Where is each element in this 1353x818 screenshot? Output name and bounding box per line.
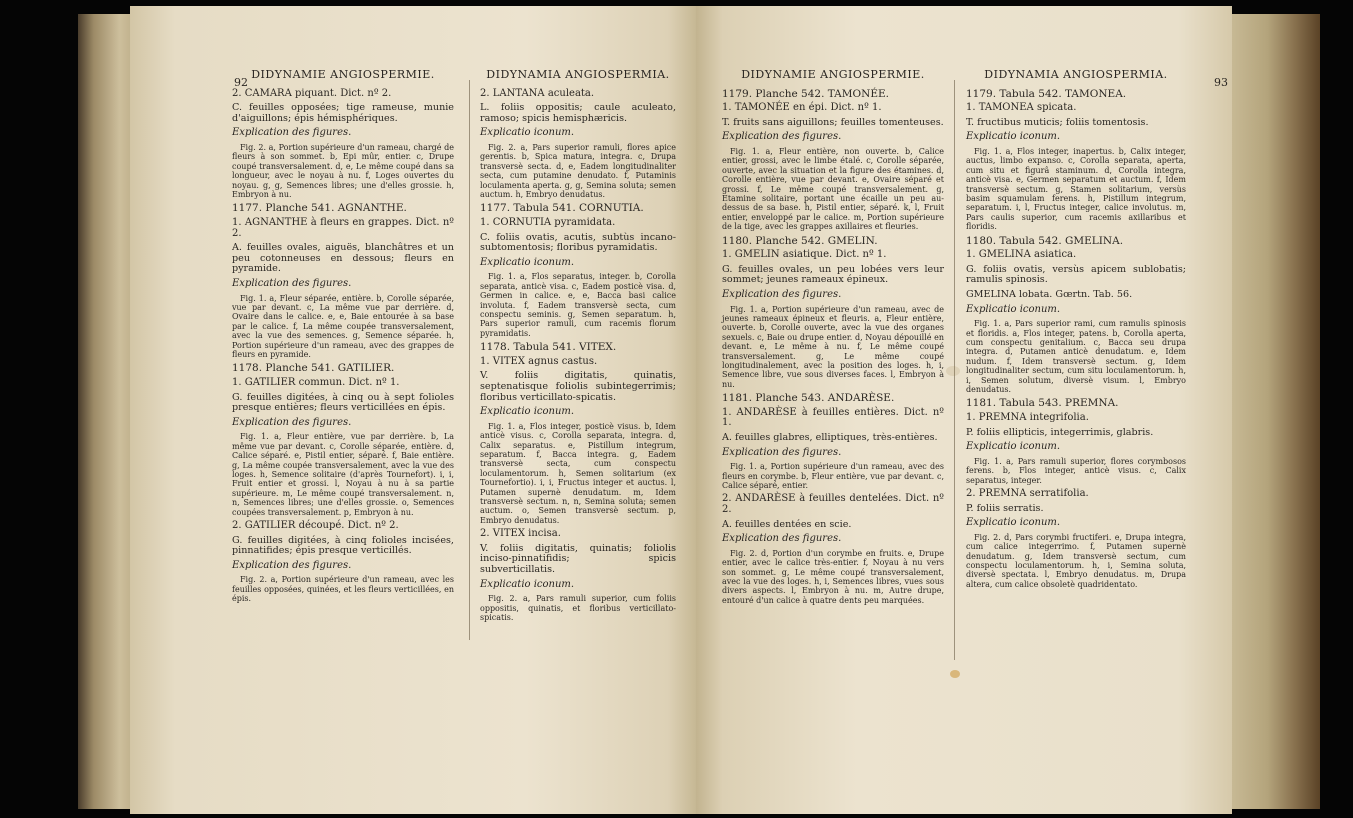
left-page-latin-column [480,70,676,626]
species-entry: 1. GATILIER commun. Dict. nº 1. [232,377,400,388]
species-description: P. foliis ellipticis, integerrimis, glabris. [966,426,1154,438]
species-description: GMELINA lobata. Gœrtn. Tab. 56. [966,289,1133,300]
species-entry: 1. ANDARÈSE à feuilles entières. Dict. nº 1. [722,406,944,429]
figures-subheading: Explication des figures. [232,277,352,289]
species-description: P. foliis serratis. [966,502,1044,514]
species-description: T. fructibus muticis; foliis tomentosis. [966,116,1149,128]
figures-subheading: Explicatio iconum. [966,441,1061,453]
species-description: L. foliis oppositis; caule aculeato, ramoso; spicis hemisphæricis. [480,102,676,124]
species-description: G. foliis ovatis, versùs apicem sublobatis; ramulis spinosis. [966,263,1186,286]
page-number-right: 93 [1214,76,1228,89]
species-description: C. feuilles opposées; tige rameuse, munie d'aiguillons; épis hémisphériques. [232,102,454,124]
species-entry: 1. AGNANTHE à fleurs en grappes. Dict. nº 2. [232,217,454,239]
figure-explanation: Fig. 2. a, Portion supérieure d'un rameau, chargé de fleurs à son sommet. b, Epi mûr, entier. c, Drupe coupé transversalement. d, e, Le même coupé dans sa longueur, avec le noyau à nu. f, Loges ouvertes du noyau. g, g, Semences libres; une d'elles grossie. h, Embryon à nu. [232,142,454,199]
plate-title: 1181. Tabula 543. PREMNA. [966,397,1119,410]
plate-title: 1177. Tabula 541. CORNUTIA. [480,202,644,215]
column-rule [469,80,470,640]
species-description: T. fruits sans aiguillons; feuilles tomenteuses. [722,116,944,128]
figure-explanation: Fig. 1. a, Flos integer, inapertus. b, Calix integer, auctus, limbo expanso. c, Corolla separata, aperta, cum situ et figurâ staminum. d, Corolla integra, anticè visa. e, Germen separatum et auctum. f, Idem transversè sectum. g, Stamen solitarium, versùs basim squamulam ferens. h, Pistillum integrum, separatum. i, l, Fructus integer, calice involutus. m, Pars caulis superior, cum racemis axillaribus et floridis. [966,146,1186,232]
open-book [12,6,1332,814]
plate-title: 1179. Planche 542. TAMONÉE. [722,87,889,100]
right-page [696,6,1232,814]
species-entry: 2. ANDARÈSE à feuilles dentelées. Dict. nº 2. [722,493,944,516]
species-entry: 1. TAMONEA spicata. [966,102,1077,114]
species-entry: 1. TAMONÉE en épi. Dict. nº 1. [722,102,882,114]
species-description: G. feuilles ovales, un peu lobées vers leur sommet; jeunes rameaux épineux. [722,263,944,286]
figures-subheading: Explicatio iconum. [480,406,575,418]
plate-title: 1180. Tabula 542. GMELINA. [966,234,1124,247]
page-edges-left [78,14,130,809]
species-description: A. feuilles dentées en scie. [722,518,852,530]
species-entry: 1. PREMNA integrifolia. [966,412,1089,424]
figure-explanation: Fig. 1. a, Fleur entière, non ouverte. b, Calice entier, grossi, avec le limbe étalé. c, Corolle séparée, ouverte, avec la situation et la figure des étamines. d, Corolle entière, vue par devant. e, Ovaire séparé et grossi. f, Le même coupé transversalement. g, Etamine solitaire, portant une écaille un peu au-dessus de sa base. h, Pistil entier, séparé. k, l, Fruit entier, enveloppé par le calice. m, Portion supérieure de la tige, avec les grappes axillaires et fleuries. [722,146,944,232]
species-entry: 2. PREMNA serratifolia. [966,488,1089,500]
column-header: DIDYNAMIA ANGIOSPERMIA. [486,68,670,81]
figure-explanation: Fig. 1. a, Fleur séparée, entière. b, Corolle séparée, vue par devant. c, La même vue par derrière. d, Ovaire dans le calice. e, e, Baie entourée à sa base par le calice. f, La même coupée transversalement, avec la vue des semences. g, Semence séparée. h, Portion supérieure d'un rameau, avec des grappes de fleurs en pyramide. [232,293,454,359]
left-page [130,6,696,814]
figure-explanation: Fig. 1. a, Portion supérieure d'un rameau, avec de jeunes rameaux épineux et fleuris. a, Fleur entière, ouverte. b, Corolle ouverte, avec la vue des organes sexuels. c, Baie ou drupe entier. d, Noyau dépouillé en devant. e, Le même à nu. f, Le même coupé transversalement. g, Le même coupé longitudinalement, avec la position des loges. h, i, Semence libre, vue sous diverses faces. l, Embryon à nu. [722,304,944,389]
species-entry: 2. LANTANA aculeata. [480,87,595,99]
plate-title: 1181. Planche 543. ANDARÈSE. [722,392,895,405]
figure-explanation: Fig. 1. a, Portion supérieure d'un rameau, avec des fleurs en corymbe. b, Fleur entière, vue par devant. c, Calice séparé, entier. [722,462,944,491]
figures-subheading: Explicatio iconum. [480,578,575,590]
plate-title: 1178. Tabula 541. VITEX. [480,341,617,354]
figure-explanation: Fig. 1. a, Flos integer, posticè visus. b, Idem anticè visus. c, Corolla separata, integra. d, Calix separatus. e, Pistillum integrum, separatum. f, Bacca integra. g, Eadem transversè secta, cum conspectu loculamentorum. h, Semen solitarium (ex Tournefortio). i, i, Fructus integer et auctus. l, Putamen supernè denudatum. m, Idem transversè sectum. n, n, Semina soluta; semen auctum. o, Semen transversè sectum. p, Embryo denudatus. [480,421,676,525]
figure-explanation: Fig. 1. a, Pars ramuli superior, flores corymbosos ferens. b, Flos integer, anticè visus. c, Calix separatus, integer. [966,456,1186,485]
figures-subheading: Explication des figures. [232,416,352,428]
right-page-latin-column [966,70,1186,593]
species-entry: 2. GATILIER découpé. Dict. nº 2. [232,520,399,532]
plate-title: 1178. Planche 541. GATILIER. [232,362,395,375]
paper-stain [946,366,960,376]
page-number-left: 92 [234,76,248,89]
figures-subheading: Explication des figures. [722,446,842,458]
species-description: A. feuilles ovales, aiguës, blanchâtres et un peu cotonneuses en dessous; fleurs en pyramide. [232,242,454,275]
species-entry: 1. GMELIN asiatique. Dict. nº 1. [722,249,887,261]
species-description: V. foliis digitatis, quinatis; foliolis inciso-pinnatifidis; spicis subverticillatis. [480,542,676,576]
figures-subheading: Explication des figures. [722,289,842,300]
figures-subheading: Explication des figures. [722,131,842,143]
species-entry: 1. CORNUTIA pyramidata. [480,217,616,228]
paper-stain [950,670,960,678]
species-entry: 2. VITEX incisa. [480,528,561,540]
left-page-french-column [232,70,454,608]
species-entry: 1. GMELINA asiatica. [966,249,1077,261]
figures-subheading: Explication des figures. [722,533,842,545]
figures-subheading: Explicatio iconum. [480,256,575,268]
plate-title: 1179. Tabula 542. TAMONEA. [966,87,1127,100]
figure-explanation: Fig. 2. a, Pars superior ramuli, flores apice gerentis. b, Spica matura, integra. c, Drupa transversè secta. d, e, Eadem longitudinaliter secta, cum putamine denudato. f, Putaminis loculamenta aperta. g, g, Semina soluta; semen auctum. h, Embryo denudatus. [480,142,676,199]
plate-title: 1177. Planche 541. AGNANTHE. [232,202,407,215]
species-description: V. foliis digitatis, quinatis, septenatisque foliolis subintegerrimis; floribus verticillato-spicatis. [480,370,676,403]
species-description: G. feuilles digitées, à cinq ou à sept folioles presque entières; fleurs verticillées en épis. [232,391,454,414]
figure-explanation: Fig. 2. a, Pars ramuli superior, cum foliis oppositis, quinatis, et floribus verticillato-spicatis. [480,594,676,623]
column-header: DIDYNAMIA ANGIOSPERMIA. [984,68,1168,81]
species-description: G. feuilles digitées, à cinq folioles incisées, pinnatifides; épis presque verticillés. [232,534,454,557]
plate-title: 1180. Planche 542. GMELIN. [722,234,878,247]
figures-subheading: Explicatio iconum. [966,517,1061,529]
figure-explanation: Fig. 2. a, Portion supérieure d'un rameau, avec les feuilles opposées, quinées, et les fleurs verticillées, en épis. [232,575,454,604]
figures-subheading: Explicatio iconum. [480,127,575,139]
figures-subheading: Explication des figures. [232,127,352,139]
figures-subheading: Explicatio iconum. [966,303,1061,315]
figure-explanation: Fig. 1. a, Flos separatus, integer. b, Corolla separata, anticè visa. c, Eadem posticè visa. d, Germen in calice. e, e, Bacca basi calice involuta. f, Eadem transversè secta, cum conspectu seminis. g, Semen separatum. h, Pars superior ramuli, cum racemis florum pyramidatis. [480,272,676,338]
species-entry: 2. CAMARA piquant. Dict. nº 2. [232,87,392,99]
species-description: A. feuilles glabres, elliptiques, très-entières. [722,432,938,444]
column-header: DIDYNAMIE ANGIOSPERMIE. [251,68,435,81]
page-edges-right [1232,14,1320,809]
figure-explanation: Fig. 1. a, Fleur entière, vue par derrière. b, La même vue par devant. c, Corolle séparée, entière. d, Calice séparé. e, Pistil entier, séparé. f, Baie entière. g, La même coupée transversalement, avec la vue des loges. h, Semence solitaire (d'après Tournefort). i, i, Fruit entier et grossi. l, Noyau à nu à sa partie supérieure. m, Le même coupé transversalement. n, n, Semences libres; une d'elles grossie. o, Semences coupées transversalement. p, Embryon à nu. [232,432,454,517]
figures-subheading: Explication des figures. [232,559,352,571]
right-page-french-column [722,70,944,609]
species-description: C. foliis ovatis, acutis, subtùs incano-subtomentosis; floribus pyramidatis. [480,231,676,254]
figures-subheading: Explicatio iconum. [966,131,1061,143]
column-header: DIDYNAMIE ANGIOSPERMIE. [741,68,925,81]
figure-explanation: Fig. 1. a, Pars superior rami, cum ramulis spinosis et floridis. a, Flos integer, patens. b, Corolla aperta, cum conspectu genitalium. c, Bacca seu drupa integra. d, Putamen anticè denudatum. e, Idem nudum. f, Idem transversè sectum. g, Idem longitudinaliter sectum, cum situ loculamentorum. h, i, Semen solutum, diversè visum. l, Embryo denudatus. [966,319,1186,395]
species-entry: 1. VITEX agnus castus. [480,355,598,367]
figure-explanation: Fig. 2. d, Portion d'un corymbe en fruits. e, Drupe entier, avec le calice très-entier. f, Noyau à nu vers son sommet. g, Le même coupé transversalement, avec la vue des loges. h, i, Semences libres, vues sous divers aspects. l, Embryon à nu. m, Autre drupe, entouré d'un calice à quatre dents peu marquées. [722,548,944,605]
figure-explanation: Fig. 2. d, Pars corymbi fructiferi. e, Drupa integra, cum calice integerrimo. f, Putamen supernè denudatum. g, Idem transversè sectum, cum conspectu loculamentorum. h, i, Semina soluta, diversè spectata. l, Embryo denudatus. m, Drupa altera, cum calice obsoletè quadridentato. [966,532,1186,589]
